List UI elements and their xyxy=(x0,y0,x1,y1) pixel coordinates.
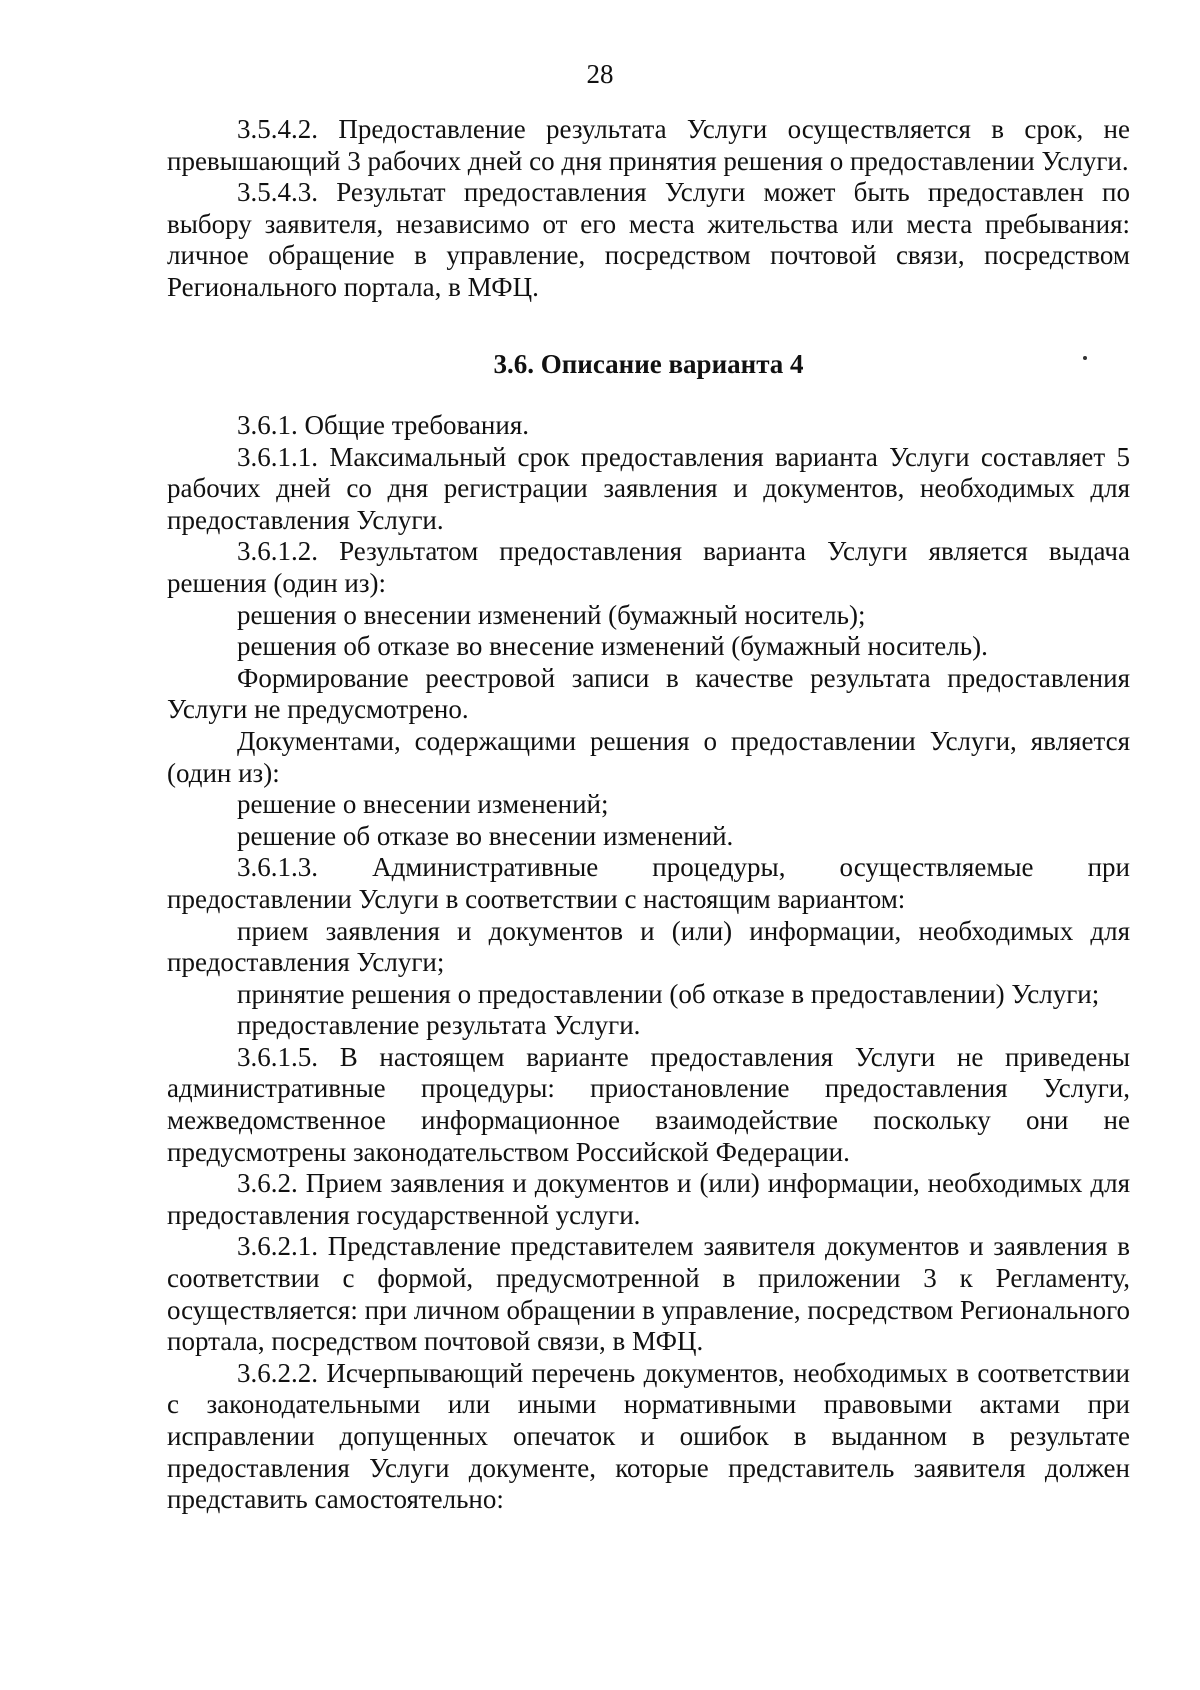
section-heading: 3.6. Описание варианта 4 xyxy=(493,349,804,379)
paragraph-3-6-1-1: 3.6.1.1. Максимальный срок предоставления варианта Услуги составляет 5 рабочих дней со дня регистрации заявления и документов, необходимых для предоставления Услуги. xyxy=(167,441,1130,535)
paragraph-registry-record: Формирование реестровой записи в качестве результата предоставления Услуги не предусмотрено. xyxy=(167,662,1130,725)
list-item: принятие решения о предоставлении (об отказе в предоставлении) Услуги; xyxy=(237,978,1100,1009)
paragraph-3-5-4-3: 3.5.4.3. Результат предоставления Услуги может быть предоставлен по выбору заявителя, независимо от его места жительства или места пребывания: личное обращение в управление, посредством почтовой связи, посредством Регионального портала, в МФЦ. xyxy=(167,177,1130,302)
paragraph-3-6-1: 3.6.1. Общие требования. xyxy=(237,410,530,440)
main-text-block xyxy=(167,410,1130,1516)
list-item: прием заявления и документов и (или) информации, необходимых для предоставления Услуги; xyxy=(167,915,1130,978)
paragraph-documents-decisions: Документами, содержащими решения о предоставлении Услуги, является (один из): xyxy=(167,725,1130,788)
paragraph-3-6-2: 3.6.2. Прием заявления и документов и (или) информации, необходимых для предоставления государственной услуги. xyxy=(167,1168,1130,1230)
list-item: решения о внесении изменений (бумажный носитель); xyxy=(237,599,866,630)
paragraph-3-6-1-2: 3.6.1.2. Результатом предоставления варианта Услуги является выдача решения (один из): xyxy=(167,536,1130,598)
page-number: 28 xyxy=(586,59,614,89)
paragraph-3-6-2-2: 3.6.2.2. Исчерпывающий перечень документов, необходимых в соответствии с законодательными или иными нормативными правовыми актами при исправлении допущенных опечаток и ошибок в выданном в результате предоставления Услуги документе, которые представитель заявителя должен представить самостоятельно: xyxy=(167,1357,1130,1515)
list-item: решение о внесении изменений; xyxy=(237,789,609,820)
list-item: решения об отказе во внесение изменений (бумажный носитель). xyxy=(237,631,988,662)
list-item: предоставление результата Услуги. xyxy=(237,1010,641,1041)
paragraph-3-6-1-3: 3.6.1.3. Административные процедуры, осуществляемые при предоставлении Услуги в соответствии с настоящим вариантом: xyxy=(167,852,1130,914)
scan-speck xyxy=(1083,356,1087,360)
top-text-block xyxy=(167,114,1130,304)
paragraph-3-5-4-2: 3.5.4.2. Предоставление результата Услуги осуществляется в срок, не превышающий 3 рабочих дней со дня принятия решения о предоставлении Услуги. xyxy=(167,114,1130,176)
list-item: решение об отказе во внесении изменений. xyxy=(237,820,734,851)
paragraph-3-6-1-5: 3.6.1.5. В настоящем варианте предоставления Услуги не приведены административные процедуры: приостановление предоставления Услуги, межведомственное информационное взаимодействие поскольку они не предусмотрены законодательством Российской Федерации. xyxy=(167,1041,1130,1167)
paragraph-3-6-2-1: 3.6.2.1. Представление представителем заявителя документов и заявления в соответствии с формой, предусмотренной в приложении 3 к Регламенту, осуществляется: при личном обращении в управление, посредством Регионального портала, посредством почтовой связи, в МФЦ. xyxy=(167,1231,1130,1357)
